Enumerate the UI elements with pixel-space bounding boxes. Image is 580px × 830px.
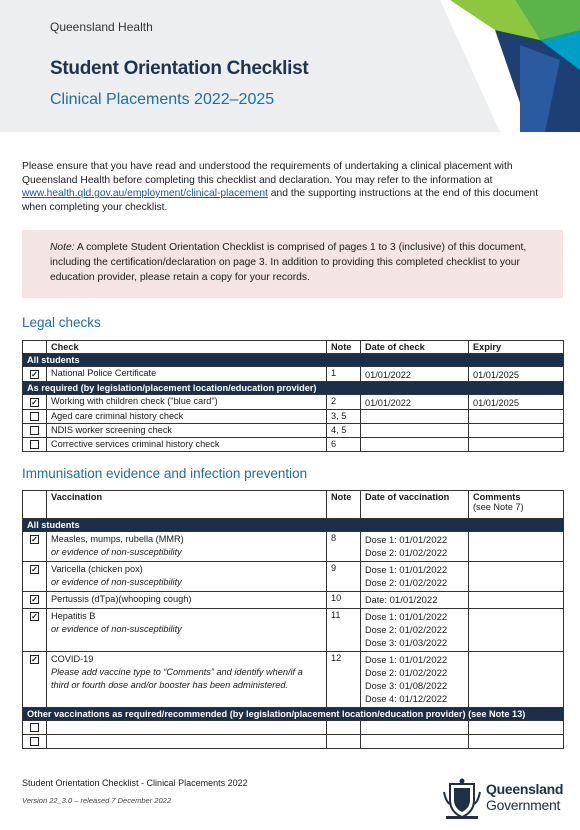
dates-of-vaccination[interactable] [361, 532, 469, 562]
dose-line [365, 547, 464, 560]
note-ref: 2 [327, 395, 361, 410]
dose-line [365, 594, 464, 607]
clinical-placement-link[interactable]: www.health.qld.gov.au/employment/clinical-placement [22, 188, 268, 199]
dose-line [365, 654, 464, 667]
dose-date: 01/01/2022 [399, 655, 448, 666]
group-row-all-students: All students [23, 519, 564, 532]
check-name: NDIS worker screening check [47, 424, 327, 438]
table-header-row [23, 341, 564, 354]
checkbox[interactable] [30, 737, 39, 746]
dose-label: Dose 2: [365, 548, 397, 558]
checkbox[interactable] [30, 440, 39, 449]
vaccination-name [47, 562, 327, 592]
dates-of-vaccination[interactable] [361, 652, 469, 708]
checkbox[interactable]: ✓ [31, 535, 38, 544]
checkbox[interactable]: ✓ [31, 655, 38, 664]
vaccination-name [47, 532, 327, 562]
queensland-crest-icon [442, 778, 482, 820]
dose-date: 01/03/2022 [399, 638, 448, 649]
header-note: Note [327, 491, 361, 519]
checkbox[interactable] [30, 426, 39, 435]
header-note: Note [327, 341, 361, 354]
dose-date: 01/12/2022 [399, 694, 448, 705]
legal-checks-table [22, 340, 564, 452]
table-row [23, 562, 564, 592]
dose-label: Dose 2: [365, 578, 397, 588]
intro-text: Please ensure that you have read and understood the requirements of undertaking a clinical placement with Queensland Health before completing this checklist and declaration. You may refer to the information at [22, 161, 513, 186]
note-ref: 6 [327, 438, 361, 452]
dose-label: Dose 2: [365, 668, 397, 678]
note-ref: 1 [327, 367, 361, 382]
vaccination-name [47, 609, 327, 652]
header-graphic [420, 0, 580, 132]
document-title: Student Orientation Checklist [50, 58, 309, 79]
table-row [23, 424, 564, 438]
dose-line [365, 624, 464, 637]
note-box [22, 230, 563, 298]
comments-cell[interactable] [469, 652, 564, 708]
dose-label: Dose 3: [365, 681, 397, 691]
note-ref: 3, 5 [327, 410, 361, 424]
dose-line [365, 534, 464, 547]
dose-date: 01/02/2022 [399, 578, 448, 589]
check-name: National Police Certificate [47, 367, 327, 382]
vaccination-name [47, 652, 327, 708]
group-row-other-vaccinations: Other vaccinations as required/recommended (by legislation/placement location/education provider) (see Note 13) [23, 708, 564, 721]
dates-of-vaccination[interactable] [361, 609, 469, 652]
checkbox[interactable]: ✓ [31, 370, 38, 379]
expiry-date[interactable]: 01/01/2025 [469, 395, 564, 410]
table-row [23, 721, 564, 735]
immunisation-table [22, 490, 564, 749]
comments-cell[interactable] [469, 532, 564, 562]
date-of-check[interactable] [361, 438, 469, 452]
check-name: Corrective services criminal history check [47, 438, 327, 452]
table-row [23, 652, 564, 708]
table-row [23, 735, 564, 749]
header-expiry: Expiry [469, 341, 564, 354]
dose-date: 01/01/2022 [399, 535, 448, 546]
vaccine-subtext: or evidence of non-susceptibility [51, 547, 182, 557]
date-of-check[interactable]: 01/01/2022 [361, 367, 469, 382]
header-date-of-vaccination: Date of vaccination [361, 491, 469, 519]
table-row [23, 410, 564, 424]
dose-line [365, 637, 464, 650]
intro-paragraph [22, 160, 562, 214]
date-of-check[interactable] [361, 424, 469, 438]
vaccine-subtext: or evidence of non-susceptibility [51, 577, 182, 587]
note-ref: 11 [327, 609, 361, 652]
table-row [23, 438, 564, 452]
dose-date: 01/01/2022 [399, 565, 448, 576]
dose-label: Dose 1: [365, 535, 397, 545]
dose-date: 01/01/2022 [389, 595, 438, 606]
dates-of-vaccination[interactable] [361, 562, 469, 592]
dose-label: Dose 3: [365, 638, 397, 648]
dose-label: Dose 1: [365, 655, 397, 665]
date-of-check[interactable] [361, 410, 469, 424]
checkbox[interactable]: ✓ [31, 398, 38, 407]
check-name: Working with children check ("blue card") [47, 395, 327, 410]
queensland-government-logo [442, 778, 572, 820]
note-text: A complete Student Orientation Checklist is comprised of pages 1 to 3 (inclusive) of this document, including the certification/declaration on page 3. In addition to providing this completed checklist to your education provider, please retain a copy for your records. [50, 242, 527, 283]
vaccine-label: Measles, mumps, rubella (MMR) [51, 534, 184, 544]
dose-line [365, 611, 464, 624]
header-comments: Comments (see Note 7) [469, 491, 564, 519]
dose-line [365, 564, 464, 577]
checkbox[interactable]: ✓ [31, 595, 38, 604]
dates-of-vaccination[interactable] [361, 592, 469, 609]
checkbox[interactable]: ✓ [31, 565, 38, 574]
dose-label: Dose 4: [365, 694, 397, 704]
checkbox[interactable] [30, 723, 39, 732]
dose-line [365, 577, 464, 590]
vaccine-label: Hepatitis B [51, 611, 96, 621]
logo-text-government: Government [486, 797, 561, 813]
vaccine-label: Varicella (chicken pox) [51, 564, 143, 574]
footer-version: Version 22_3.0 – released 7 December 2022 [22, 796, 171, 805]
vaccine-subtext: Please add vaccine type to “Comments” and identify when/if a third or fourth dose and/or booster has been administered. [51, 667, 303, 690]
vaccine-label: Pertussis (dTpa)(whooping cough) [51, 594, 192, 604]
header-date: Date of check [361, 341, 469, 354]
footer-title: Student Orientation Checklist - Clinical Placements 2022 [22, 778, 248, 788]
dose-date: 01/08/2022 [399, 681, 448, 692]
expiry-date[interactable] [469, 438, 564, 452]
vaccine-subtext: or evidence of non-susceptibility [51, 624, 182, 634]
date-of-check[interactable]: 01/01/2022 [361, 395, 469, 410]
organisation-name: Queensland Health [50, 20, 153, 34]
note-ref: 9 [327, 562, 361, 592]
header-vaccination: Vaccination [47, 491, 327, 519]
dose-label: Dose 2: [365, 625, 397, 635]
intro-text-end: and the supporting instructions at the end of this document when completing your checklist. [22, 188, 539, 213]
expiry-date[interactable] [469, 410, 564, 424]
expiry-date[interactable] [469, 424, 564, 438]
dose-line [365, 680, 464, 693]
dose-line [365, 667, 464, 680]
dose-label: Dose 1: [365, 565, 397, 575]
note-label: Note: [50, 242, 75, 253]
checkbox[interactable]: ✓ [31, 612, 38, 621]
document-subtitle: Clinical Placements 2022–2025 [50, 91, 275, 108]
table-row [23, 367, 564, 382]
expiry-date[interactable]: 01/01/2025 [469, 367, 564, 382]
note-ref: 8 [327, 532, 361, 562]
table-row [23, 609, 564, 652]
vaccine-label: COVID-19 [51, 654, 94, 664]
table-header-row [23, 491, 564, 519]
dose-date: 01/02/2022 [399, 548, 448, 559]
dose-label: Dose 1: [365, 612, 397, 622]
checkbox[interactable] [30, 412, 39, 421]
dose-date: 01/01/2022 [399, 612, 448, 623]
logo-text-queensland: Queensland [486, 781, 564, 797]
note-ref: 12 [327, 652, 361, 708]
vaccination-name [47, 592, 327, 609]
page-header [0, 0, 580, 132]
dose-date: 01/02/2022 [399, 668, 448, 679]
dose-date: 01/02/2022 [399, 625, 448, 636]
comments-cell[interactable] [469, 592, 564, 609]
dose-label: Date: [365, 595, 387, 605]
dose-line [365, 693, 464, 706]
group-row-as-required: As required (by legislation/placement location/education provider) [23, 382, 564, 395]
comments-cell[interactable] [469, 562, 564, 592]
legal-checks-title: Legal checks [22, 315, 101, 330]
note-ref: 10 [327, 592, 361, 609]
immunisation-title: Immunisation evidence and infection prevention [22, 466, 308, 481]
note-ref: 4, 5 [327, 424, 361, 438]
header-check: Check [47, 341, 327, 354]
table-row [23, 532, 564, 562]
group-row-all-students: All students [23, 354, 564, 367]
table-row [23, 592, 564, 609]
table-row [23, 395, 564, 410]
comments-cell[interactable] [469, 609, 564, 652]
check-name: Aged care criminal history check [47, 410, 327, 424]
